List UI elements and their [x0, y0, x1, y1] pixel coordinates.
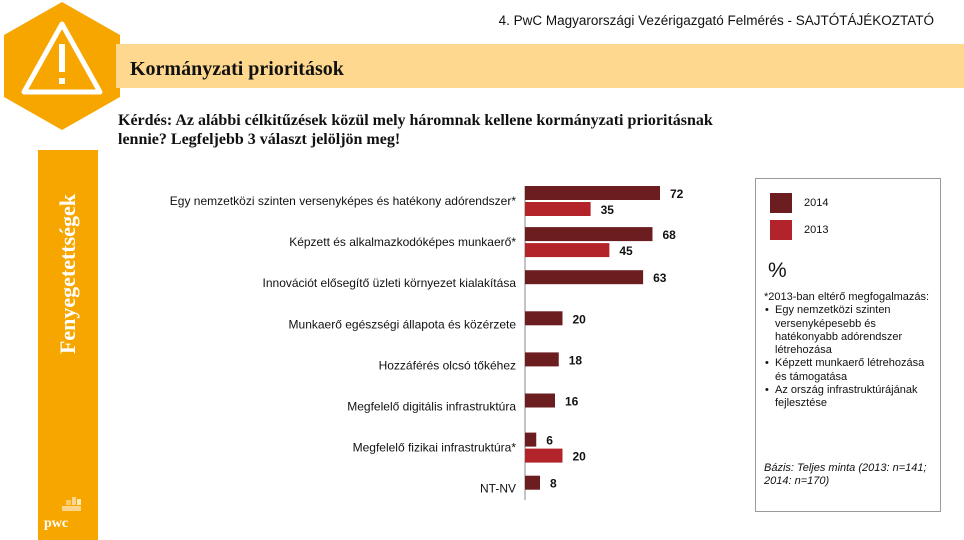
- legend-item-2014: [770, 193, 828, 213]
- bar-2014: [525, 227, 653, 241]
- note-item: • Az ország infrastruktúrájának fejlesztése: [764, 384, 934, 411]
- bar-2013: [525, 243, 609, 257]
- value-label-2013: 20: [572, 449, 586, 464]
- legend-label-2014: 2014: [804, 197, 829, 209]
- legend-item-2013: [770, 220, 828, 240]
- category-label: Megfelelő digitális infrastruktúra: [347, 399, 516, 414]
- base-note: Bázis: Teljes minta (2013: n=141; 2014: n=170): [764, 462, 927, 488]
- category-label: Egy nemzetközi szinten versenyképes és hatékony adórendszer*: [169, 194, 516, 208]
- value-label-2014: 68: [662, 228, 676, 243]
- legend-swatch-2014: [770, 193, 792, 213]
- category-label: Innovációt elősegítő üzleti környezet kialakítása: [262, 276, 516, 291]
- bar-2014: [525, 476, 540, 490]
- legend-label-2013: 2013: [804, 224, 829, 236]
- value-label-2014: 72: [670, 187, 684, 201]
- warning-hexagon: [0, 0, 124, 132]
- bar-2014: [525, 186, 660, 200]
- value-label-2013: 35: [600, 203, 614, 217]
- value-label-2014: 8: [550, 476, 557, 491]
- note-item: • Képzett munkaerő létrehozása és támogatása: [764, 357, 934, 384]
- value-label-2014: 16: [565, 394, 579, 409]
- unit-label: %: [768, 259, 787, 282]
- legend-box: [755, 178, 941, 512]
- bar-2014: [525, 352, 559, 366]
- value-label-2014: 6: [546, 433, 553, 448]
- note-item: • Egy nemzetközi szinten versenyképesebb és hatékonyabb adórendszer létrehozása: [764, 304, 934, 357]
- category-label: Hozzáférés olcsó tőkéhez: [378, 358, 516, 373]
- note-intro: *2013-ban eltérő megfogalmazás:: [764, 291, 930, 303]
- bar-2014: [525, 394, 555, 408]
- category-label: NT-NV: [480, 481, 516, 496]
- question-text: Kérdés: Az alábbi célkitűzések közül mely háromnak kellene kormányzati prioritásnak lennie? Legfeljebb 3 választ jelöljön meg!: [118, 112, 713, 148]
- bar-2013: [525, 449, 563, 463]
- value-label-2013: 45: [619, 244, 633, 259]
- side-label: Fenyegetettségek: [55, 193, 80, 355]
- header-title: 4. PwC Magyarországi Vezérigazgató Felmérés - SAJTÓTÁJÉKOZTATÓ: [498, 13, 934, 28]
- value-label-2014: 63: [653, 271, 667, 286]
- bar-2014: [525, 311, 563, 325]
- category-label: Képzett és alkalmazkodóképes munkaerő*: [289, 235, 516, 250]
- category-label: Megfelelő fizikai infrastruktúra*: [352, 440, 516, 455]
- bar-2014: [525, 433, 536, 447]
- definition-note: [764, 291, 934, 411]
- pwc-logo-text: pwc: [44, 516, 69, 531]
- value-label-2014: 20: [572, 312, 586, 327]
- value-label-2014: 18: [568, 353, 583, 368]
- bar-2014: [525, 270, 643, 284]
- category-label: Munkaerő egészségi állapota és közérzete: [288, 317, 516, 332]
- legend-swatch-2013: [770, 220, 792, 240]
- bar-chart: [100, 178, 720, 508]
- slide-title: Kormányzati prioritások: [130, 58, 344, 80]
- bar-2013: [525, 202, 591, 216]
